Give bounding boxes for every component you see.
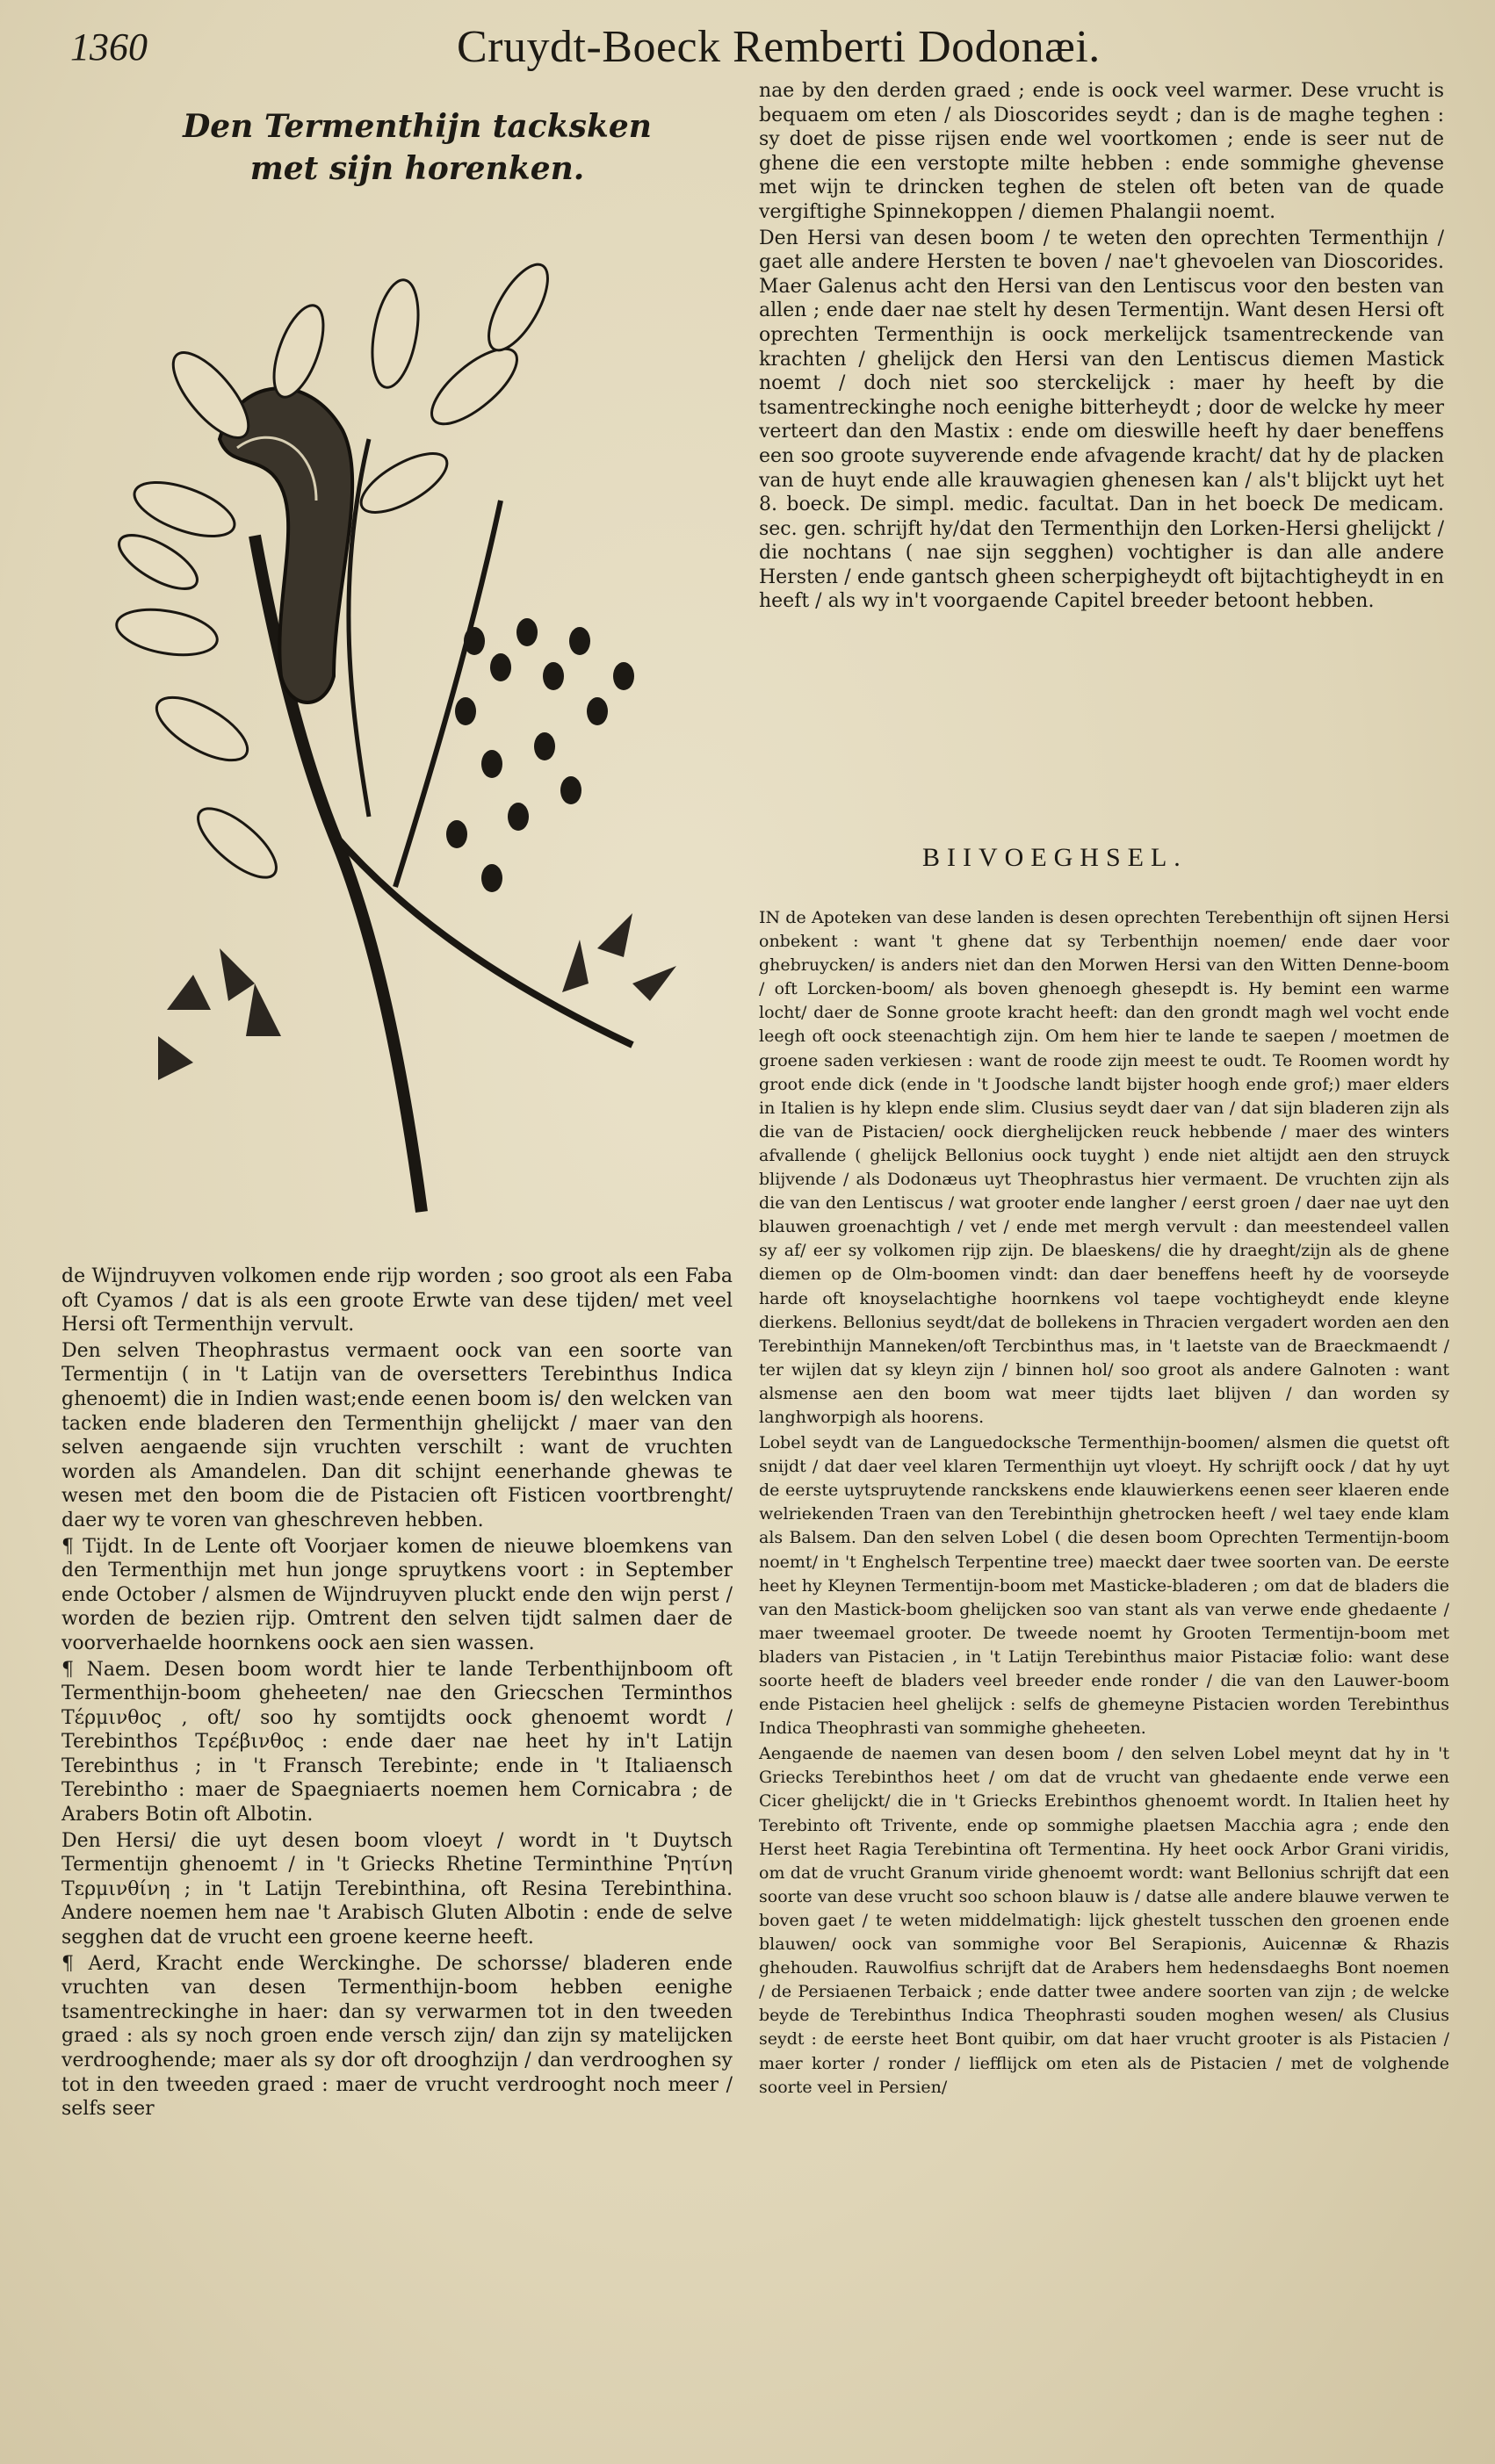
terebinth-branch-woodcut xyxy=(105,220,720,1247)
paragraph: ¶ Tijdt. In de Lente oft Voorjaer komen de nieuwe bloemkens van den Termenthijn met hun jonge spruytkens voort : in September ende October / alsmen de Wijndruyven pluckt ende den wijn perst / worden de bezien rijp. Omtrent den selven tijdt salmen daer de voorverhaelde hoornkens oock aen sien wassen. xyxy=(61,1535,733,1654)
section-heading: BIIVOEGHSEL. xyxy=(922,843,1188,872)
paragraph: de Wijndruyven volkomen ende rijp worden ; soo groot als een Faba oft Cyamos / dat is als een groote Erwte van dese tijden/ met veel Hersi oft Termenthijn vervult. xyxy=(61,1265,733,1336)
paragraph: Aengaende de naemen van desen boom / den selven Lobel meynt dat hy in 't Griecks Terebinthos heet / om dat de vrucht van ghedaente ende verwe een Cicer ghelijckt/ die in 't Griecks Erebinthos ghenoemt wordt. In Italien heet hy Terebinto oft Trivente, ende op sommighe plaetsen Macchia agra ; ende den Herst heet Ragia Terebintina oft Termentina. Hy heet oock Arbor Grani viridis, om dat de vrucht Granum viride ghenoemt wordt: want Bellonius schrijft dat een soorte van dese vrucht soo schoon blauw is / datse alle andere blauwe verwen te boven gaet / te weten middelmatigh: lijck ghestelt tusschen den groenen ende blauwen/ oock van sommighe voor Bel Serapionis, Auicennæ & Rhazis ghehouden. Rauwolfius schrijft dat de Arabers hem hedensdaeghs Bont noemen / de Persiaenen Terbaick ; ende datter twee andere soorten van zijn ; de welcke beyde de Terebinthus Indica Theophrasti souden moghen wesen/ als Clusius seydt : de eerste heet Bont quibir, om dat haer vrucht grooter is als Pistacien / maer korter / ronder / liefflijck om eten als de Pistacien / met de volghende soorte veel in Persien/ xyxy=(759,1744,1449,2097)
paragraph: Lobel seydt van de Languedocksche Termenthijn-boomen/ alsmen die quetst oft snijdt / dat daer veel klaren Termenthijn uyt vloeyt. Hy schrijft oock / dat hy uyt de eerste uytspruytende ranckskens ende klauwierkens eenen seer klaeren ende welriekenden Traen van den Terebinthijn ghetrocken heeft / wel taey ende klam als Balsem. Dan den selven Lobel ( die desen boom Oprechten Termentijn-boom noemt/ in 't Enghelsch Terpentine tree) maeckt daer twee soorten van. De eerste heet hy Kleynen Termentijn-boom met Masticke-bladeren ; om dat de bladers die van den Mastick-boom ghelijcken soo van stant als van verwe ende ghedaente / maer tweemael grooter. De tweede noemt hy Grooten Termentijn-boom met bladers van Pistacien , in 't Latijn Terebinthus maior Pistaciæ folio: want dese soorte heeft de bladers veel breeder ende ronder / die van den Lauwer-boom ende Pistacien heel ghelijck : selfs de ghemeyne Pistacien worden Terebinthus Indica Theophrasti van sommighe gheheeten. xyxy=(759,1433,1449,1739)
page-number: 1360 xyxy=(70,25,148,68)
paragraph: Den selven Theophrastus vermaent oock van een soorte van Termentijn ( in 't Latijn van de oversetters Terebinthus Indica ghenoemt) die in Indien wast;ende eenen boom is/ den welcken van tacken ende bladeren den Termenthijn ghelijckt / maer van den selven aengaende sijn vruchten verschilt : want de vruchten worden als Amandelen. Dan dit schijnt eenerhande ghewas te wesen met den boom die de Pistacien oft Fisticen voortbrenght/ daer wy te voren van gheschreven hebben. xyxy=(61,1339,733,1531)
figure-caption-line1: Den Termenthijn tacksken xyxy=(183,108,652,145)
figure-caption-line2: met sijn horenken. xyxy=(249,150,585,187)
figure-caption xyxy=(132,105,703,190)
left-column-bottom-text xyxy=(61,1264,733,2123)
paragraph: Den Hersi van desen boom / te weten den oprechten Termenthijn / gaet alle andere Hersten te boven / nae't ghevoelen van Dioscorides. Maer Galenus acht den Hersi van den Lentiscus voor den besten van allen ; ende daer nae stelt hy desen Termentijn. Want desen Hersi oft oprechten Termenthijn is oock merkelijck tsamentreckende van krachten / ghelijck den Hersi van den Lentiscus diemen Mastick noemt / doch niet soo sterckelijck : maer hy heeft by die tsamentreckinghe noch eenighe bitterheydt ; door de welcke hy meer verteert dan den Mastix : ende om dieswille heeft hy daer beneffens een soo groote suyverende ende afvagende kracht/ dat hy de placken van de huyt ende alle krauwagien ghenesen kan / als't blijckt uyt het 8. boeck. De simpl. medic. facultat. Dan in het boeck De medicam. sec. gen. schrijft hy/dat den Termenthijn den Lorken-Hersi ghelijckt / die nochtans ( nae sijn segghen) vochtigher is dan alle andere Hersten / ende gantsch gheen scherpigheydt oft bijtachtigheydt in en heeft / als wy in't voorgaende Capitel breeder betoont hebben. xyxy=(759,227,1444,613)
running-title: Cruydt-Boeck Remberti Dodonæi. xyxy=(457,22,1101,72)
right-column-top-text xyxy=(759,79,1444,616)
page-header xyxy=(61,19,1442,81)
paragraph: IN de Apoteken van dese landen is desen oprechten Terebenthijn oft sijnen Hersi onbekent : want 't ghene dat sy Terbenthijn noemen/ ende daer voor ghebruycken/ is anders niet dan den Morwen Hersi van den Witten Denne-boom / oft Lorcken-boom/ als boven ghenoegh ghesepdt is. Hy bemint een warme locht/ daer de Sonne groote kracht heeft: dan den grondt magh wel vocht ende leegh oft oock steenachtigh zijn. Om hem hier te lande te saepen / moetmen de groene saden verkiesen : want de roode zijn meest te oudt. Te Roomen wordt hy groot ende dick (ende in 't Joodsche landt bijster hoogh ende grof;) maer elders in Italien is hy klepn ende slim. Clusius seydt daer van / dat sijn bladeren zijn als die van de Pistacien/ oock dierghelijcken reuck hebbende / maer des winters afvallende ( ghelijck Bellonius oock tuyght ) ende niet altijdt aen den struyck blijvende / als Dodonæus uyt Theophrastus hier vermaent. De vruchten zijn als die van den Lentiscus / wat grooter ende langher / eerst groen / daer nae uyt den blauwen groenachtigh / vet / ende met mergh vervult : dan meestendeel vallen sy af/ eer sy volkomen rijp zijn. De blaeskens/ die hy draeght/zijn als de ghene diemen op de Olm-boomen vindt: dan daer beneffens heeft hy de voorseyde harde oft knoyselachtighe hoornkens vol taepe vochtigheydt ende kleyne dierkens. Bellonius seydt/dat de bollekens in Thracien vergadert worden aen den Terebinthijn Manneken/oft Tercbinthus mas, in 't laetste van de Braeckmaendt / ter wijlen dat sy kleyn zijn / binnen hol/ soo groot als andere Galnoten : want alsmense aen den boom wat meer tijdts laet blijven / dan worden sy langhworpigh als hoorens. xyxy=(759,908,1450,1427)
paragraph: nae by den derden graed ; ende is oock veel warmer. Dese vrucht is bequaem om eten / als Dioscorides seydt ; dan is de maghe teghen : sy doet de pisse rijsen ende wel voortkomen ; ende is seer nut de ghene die een verstopte milte hebben : ende sommighe ghevense met wijn te drincken teghen de stelen oft beten van de quade vergiftighe Spinnekoppen / diemen Phalangii noemt. xyxy=(759,80,1444,223)
paragraph: ¶ Naem. Desen boom wordt hier te lande Terbenthijnboom oft Termenthijn-boom gheheeten/ nae den Griecschen Terminthos Τέρμινθος , oft/ soo hy somtijdts oock ghenoemt wordt / Terebinthos Τερέβινθος : ende daer nae heet hy in't Latijn Terebinthus ; in 't Fransch Terebinte; ende in 't Italiaensch Terebintho : maer de Spaegniaerts noemen hem Cornicabra ; de Arabers Botin oft Albotin. xyxy=(61,1658,733,1826)
paragraph: Den Hersi/ die uyt desen boom vloeyt / wordt in 't Duytsch Termentijn ghenoemt / in 't Griecks Rhetine Terminthine Ῥητίνη Τερμινθίνη ; in 't Latijn Terebinthina, oft Resina Terebinthina. Andere noemen hem nae 't Arabisch Gluten Albotin : ende de selve segghen dat de vrucht een groene keerne heeft. xyxy=(61,1829,733,1949)
paragraph: ¶ Aerd, Kracht ende Werckinghe. De schorsse/ bladeren ende vruchten van desen Termenthijn-boom hebben eenighe tsamentreckinghe in haer: dan sy verwarmen tot in den tweeden graed : als sy noch groen ende versch zijn/ dan zijn sy matelijcken verdrooghende; maer als sy dor oft drooghzijn / dan verdrooghen sy tot in den tweeden graed : maer de vrucht verdrooght noch meer / selfs seer xyxy=(61,1952,733,2121)
right-column-bottom-text xyxy=(759,906,1449,2101)
